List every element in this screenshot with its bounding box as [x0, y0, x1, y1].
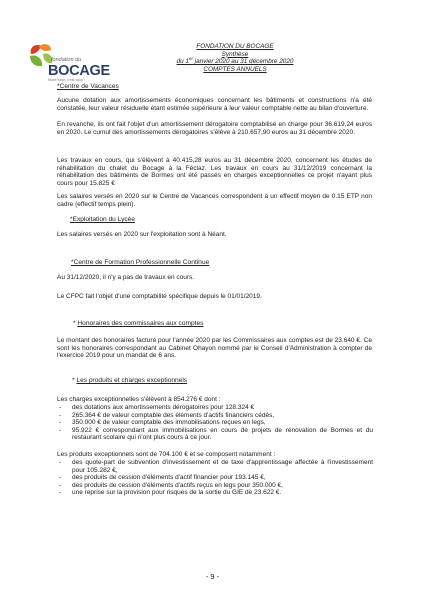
- paragraph-vacances-salaires: Les salaires versés en 2020 sur le Centre de Vacances correspondent à un effectif moyen de 0.15 ETP non cadre (effectif temps plein).: [57, 193, 372, 208]
- paragraph-cfpc-travaux: Au 31/12/2020, il n'y a pas de travaux en cours.: [57, 274, 195, 281]
- charges-list-item: - 350.000 € de valeur comptable des immobilisations reçues en legs,: [57, 419, 373, 427]
- page-number: - 9 -: [205, 572, 220, 581]
- document-header: [150, 43, 320, 73]
- section-heading-exploitation-lycee: *Exploitation du Lycée: [70, 216, 136, 223]
- produits-list-item: - des produits de cession d'éléments d'actif financier pour 193.145 €,: [57, 474, 373, 482]
- header-title: FONDATION DU BOCAGE: [196, 43, 274, 50]
- charges-list-item: - 95.922 € correspondant aux immobilisations en cours de projets de rénovation de Bormes et du restaurant scolaire qui n'ont plus cours à ce jour.: [57, 427, 373, 442]
- paragraph-vacances-travaux: Les travaux en cours, qui s'élèvent à 40.415,28 euros au 31 décembre 2020, concernent les études de réhabilitation du chalet du Bocage à la Féclaz. Les travaux en cours au 31/12/2019 concernant la réhabilitation des bâtiments de Bormes ont été passés en charges exceptionnelles ce projet n'ayant plus cours pour 15.825 €: [57, 157, 372, 187]
- header-subtitle: Synthèse: [221, 50, 249, 58]
- produits-list-item: - une reprise sur la provision pour risques de la sortie du GIE de 23.622 €.: [57, 489, 373, 497]
- paragraph-vacances-dotation: Aucune dotation aux amortissements économiques concernant les bâtiments et constructions n'a été constatée, leur valeur résiduelle étant estimée supérieure à leur valeur comptable nette au bilan d'ouverture.: [57, 97, 372, 112]
- charges-list-item: - 265.364 € de valeur comptable des éléments d'actifs financiers cédés,: [57, 412, 373, 420]
- fondation-du-bocage-logo: [27, 42, 113, 82]
- produits-list-item: - des produits de cession d'éléments d'actifs reçus en legs pour 350.000 €,: [57, 482, 373, 490]
- produits-list-item: - des quote-part de subvention d'investissement et de taxe d'apprentissage affectée à l'investissement pour 105.282 €,: [57, 459, 373, 474]
- section-heading-centre-vacances: *Centre de Vacances: [57, 83, 119, 90]
- logo-small-text: fondation du: [51, 57, 82, 63]
- paragraph-produits-intro: Les produits exceptionnels sont de 704.100 € et se composent notamment :: [57, 451, 276, 458]
- paragraph-cfpc-comptabilite: Le CFPC fait l'objet d'une comptabilité spécifique depuis le 01/01/2019.: [57, 293, 262, 300]
- section-heading-honoraires: * Honoraires des commissaires aux comptes: [73, 320, 204, 327]
- logo-tagline: Notre force, c'est vous !: [48, 78, 85, 82]
- paragraph-charges-intro: Les charges exceptionnelles s'élèvent à 854.276 € dont :: [57, 396, 221, 403]
- logo-big-text: BOCAGE: [48, 63, 110, 79]
- header-period: du 1er janvier 2020 au 31 décembre 2020: [176, 56, 294, 66]
- paragraph-vacances-amortissement: En revanche, ils ont fait l'objet d'un amortissement dérogatoire comptabilisé en charge pour 36.619,24 euros en 2020. Le cumul des amortissements dérogatoires s'élève à 210.657,90 euros au 31 décembre 2020.: [57, 121, 372, 136]
- produits-exceptionnels-list: [57, 459, 373, 497]
- section-heading-exceptionnels: * Les produits et charges exceptionnels: [72, 377, 188, 384]
- charges-list-item: - des dotations aux amortissements dérogatoires pour 128.324 €: [57, 404, 373, 412]
- paragraph-honoraires: Le montant des honoraires facturé pour l'année 2020 par les Commissaires aux comptes est de 23.640 €. Ce sont les honoraires correspondant au Cabinet Ohayon nommé par le Conseil d'Administration à compter de l'exercice 2019 pour un mandat de 6 ans.: [57, 337, 372, 360]
- section-heading-cfpc: *Centre de Formation Professionnelle Continue: [71, 259, 210, 266]
- charges-exceptionnelles-list: [57, 404, 373, 442]
- paragraph-lycee-salaires: Les salaires versés en 2020 sur l'exploitation sont à Néant.: [57, 231, 227, 238]
- header-document-type: COMPTES ANNUELS: [203, 65, 267, 73]
